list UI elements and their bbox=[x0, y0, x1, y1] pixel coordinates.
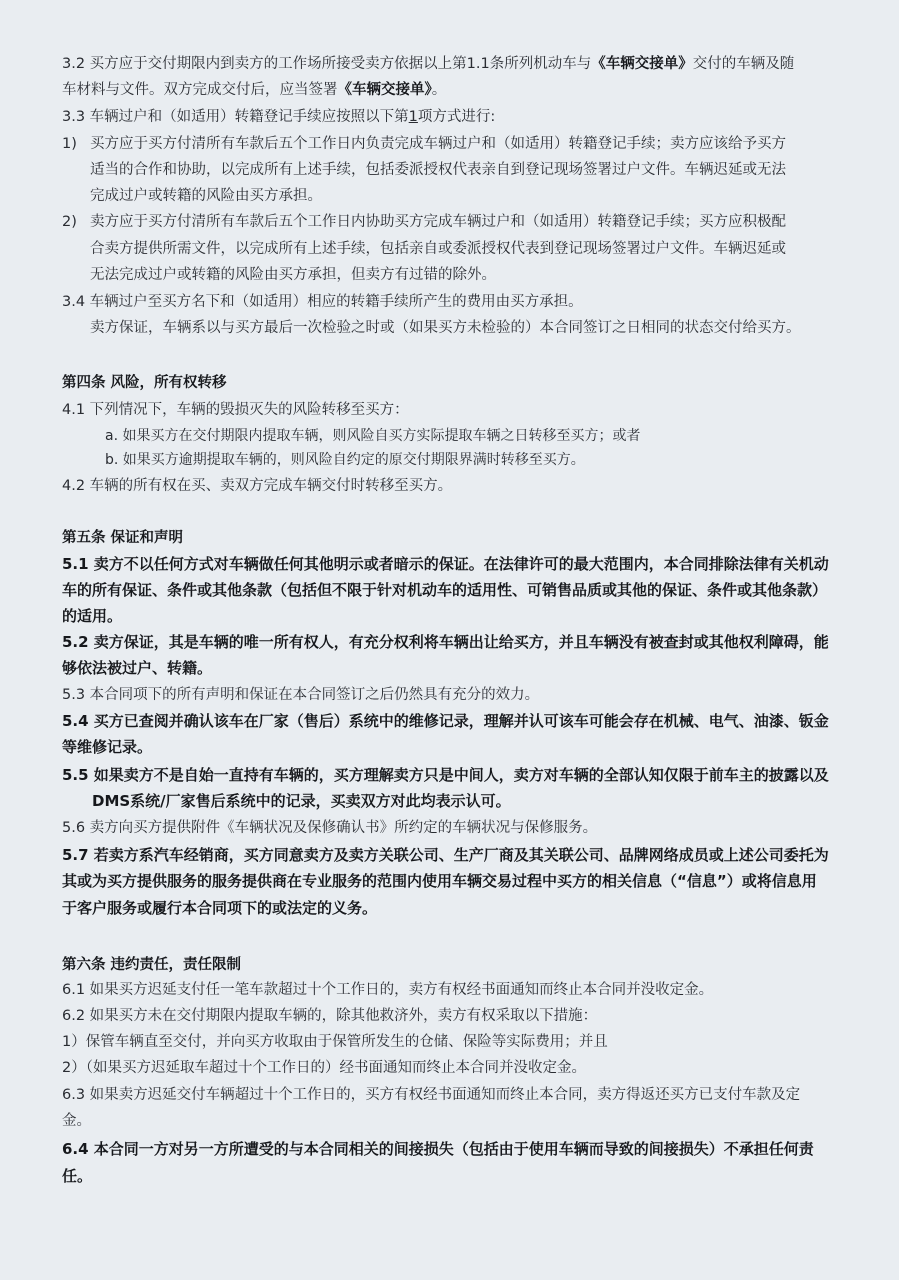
option-1-line-1: 买方应于买方付清所有车款后五个工作日内负责完成车辆过户和（如适用）转籍登记手续；卖方应该给予买方 bbox=[90, 136, 786, 152]
clause-6-1: 6.1 如果买方迟延支付任一笔车款超过十个工作日的，卖方有权经书面通知而终止本合同并没收定金。 bbox=[62, 982, 714, 998]
vehicle-handover-form-ref: 《车辆交接单》 bbox=[591, 56, 693, 72]
clause-4-1-b: b. 如果买方逾期提取车辆的，则风险自约定的原交付期限界满时转移至买方。 bbox=[105, 452, 585, 468]
clause-5-4-line-2: 等维修记录。 bbox=[62, 738, 153, 756]
clause-5-5-line-2: DMS系统/厂家售后系统中的记录，买卖双方对此均表示认可。 bbox=[92, 792, 511, 810]
vehicle-handover-form-ref-2: 《车辆交接单》 bbox=[337, 82, 432, 98]
clause-5-1-line-1: 5.1 卖方不以任何方式对车辆做任何其他明示或者暗示的保证。在法律许可的最大范围内，本合同排除法律有关机动 bbox=[62, 555, 829, 573]
option-1-line-3: 完成过户或转籍的风险由买方承担。 bbox=[90, 188, 322, 204]
article-6-title: 第六条 违约责任，责任限制 bbox=[62, 957, 242, 973]
clause-6-4-line-2: 任。 bbox=[62, 1167, 93, 1185]
article-4-title: 第四条 风险，所有权转移 bbox=[62, 375, 227, 391]
clause-5-4-line-1: 5.4 买方已查阅并确认该车在厂家（售后）系统中的维修记录，理解并认可该车可能会存在机械、电气、油漆、钣金 bbox=[62, 712, 829, 730]
clause-4-1-a: a. 如果买方在交付期限内提取车辆，则风险自买方实际提取车辆之日转移至买方；或者 bbox=[105, 428, 641, 444]
option-2-line-1: 卖方应于买方付清所有车款后五个工作日内协助买方完成车辆过户和（如适用）转籍登记手续；买方应积极配 bbox=[90, 214, 786, 230]
clause-5-7-line-3: 于客户服务或履行本合同项下的或法定的义务。 bbox=[62, 899, 378, 917]
clause-3-4-line-2: 卖方保证，车辆系以与买方最后一次检验之时或（如果买方未检验的）本合同签订之日相同的状态交付给买方。 bbox=[90, 320, 801, 336]
option-2-line-3: 无法完成过户或转籍的风险由买方承担，但卖方有过错的除外。 bbox=[90, 267, 496, 283]
option-2-number: 2) bbox=[62, 214, 77, 230]
option-2-line-2: 合卖方提供所需文件，以完成所有上述手续，包括亲自或委派授权代表到登记现场签署过户文件。车辆迟延或 bbox=[90, 241, 786, 257]
clause-6-2: 6.2 如果买方未在交付期限内提取车辆的，除其他救济外，卖方有权采取以下措施： bbox=[62, 1008, 598, 1024]
clause-6-4-line-1: 6.4 本合同一方对另一方所遭受的与本合同相关的间接损失（包括由于使用车辆而导致的间接损失）不承担任何责 bbox=[62, 1140, 814, 1158]
clause-5-7-line-1: 5.7 若卖方系汽车经销商，买方同意卖方及卖方关联公司、生产厂商及其关联公司、品牌网络成员或上述公司委托为 bbox=[62, 846, 829, 864]
clause-3-2-text-end: 交付的车辆及随 bbox=[692, 56, 795, 72]
clause-3-3-text-end: 项方式进行: bbox=[417, 109, 496, 125]
option-1-number: 1) bbox=[62, 136, 77, 152]
clause-5-6: 5.6 卖方向买方提供附件《车辆状况及保修确认书》所约定的车辆状况与保修服务。 bbox=[62, 820, 598, 836]
clause-3-2-line-1 bbox=[62, 54, 794, 74]
clause-6-2-item-1: 1）保管车辆直至交付，并向买方收取由于保管所发生的仓储、保险等实际费用；并且 bbox=[62, 1034, 608, 1050]
article-5-title: 第五条 保证和声明 bbox=[62, 530, 184, 546]
clause-4-2: 4.2 车辆的所有权在买、卖双方完成车辆交付时转移至买方。 bbox=[62, 478, 453, 494]
clause-3-4-line-1: 3.4 车辆过户至买方名下和（如适用）相应的转籍手续所产生的费用由买方承担。 bbox=[62, 294, 583, 310]
clause-3-2-text-2: 车材料与文件。双方完成交付后，应当签署 bbox=[62, 82, 338, 98]
option-1-line-2: 适当的合作和协助，以完成所有上述手续，包括委派授权代表亲自到登记现场签署过户文件。车辆迟延或无法 bbox=[90, 162, 786, 178]
clause-3-2-text: 3.2 买方应于交付期限内到卖方的工作场所接受卖方依据以上第1.1条所列机动车与 bbox=[62, 56, 592, 72]
clause-5-2-line-2: 够依法被过户、转籍。 bbox=[62, 659, 213, 677]
clause-6-3-line-1: 6.3 如果卖方迟延交付车辆超过十个工作日的，买方有权经书面通知而终止本合同，卖方得返还买方已支付车款及定 bbox=[62, 1087, 801, 1103]
selected-option-number: 1 bbox=[408, 109, 418, 125]
clause-4-1: 4.1 下列情况下，车辆的毁损灭失的风险转移至买方： bbox=[62, 402, 409, 418]
clause-5-1-line-3: 的适用。 bbox=[62, 607, 123, 625]
clause-3-3-intro bbox=[62, 107, 495, 127]
clause-3-2-line-2 bbox=[62, 80, 446, 100]
clause-5-1-line-2: 车的所有保证、条件或其他条款（包括但不限于针对机动车的适用性、可销售品质或其他的保证、条件或其他条款） bbox=[62, 581, 828, 599]
clause-6-2-item-2: 2）（如果买方迟延取车超过十个工作日的）经书面通知而终止本合同并没收定金。 bbox=[62, 1060, 586, 1076]
clause-3-3-text: 3.3 车辆过户和（如适用）转籍登记手续应按照以下第 bbox=[62, 109, 409, 125]
clause-5-7-line-2: 其或为买方提供服务的服务提供商在专业服务的范围内使用车辆交易过程中买方的相关信息（“信息”）或将信息用 bbox=[62, 872, 817, 890]
clause-6-3-line-2: 金。 bbox=[62, 1113, 91, 1129]
clause-5-5-line-1: 5.5 如果卖方不是自始一直持有车辆的，买方理解卖方只是中间人，卖方对车辆的全部认知仅限于前车主的披露以及 bbox=[62, 766, 829, 784]
clause-3-2-period: 。 bbox=[431, 82, 447, 98]
clause-5-2-line-1: 5.2 卖方保证，其是车辆的唯一所有权人，有充分权利将车辆出让给买方，并且车辆没有被查封或其他权利障碍，能 bbox=[62, 633, 829, 651]
clause-5-3: 5.3 本合同项下的所有声明和保证在本合同签订之后仍然具有充分的效力。 bbox=[62, 687, 540, 703]
